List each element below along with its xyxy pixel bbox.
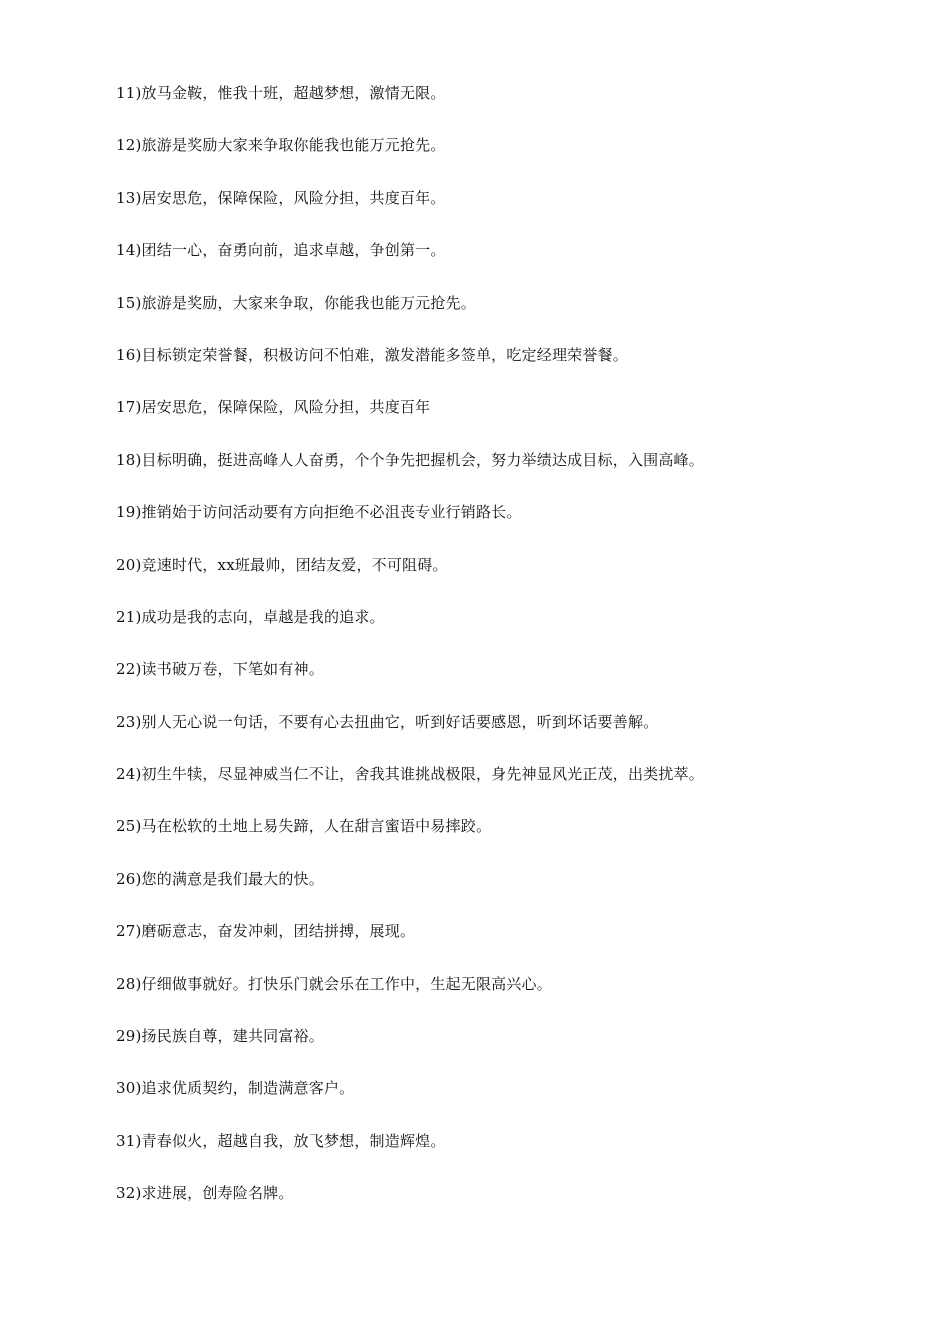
list-item: 18)目标明确，挺进高峰人人奋勇，个个争先把握机会，努力举绩达成目标，入围高峰。 (116, 450, 704, 469)
list-item: 22)读书破万卷，下笔如有神。 (116, 660, 324, 679)
list-item: 28)仔细做事就好。打快乐门就会乐在工作中，生起无限高兴心。 (116, 974, 552, 993)
list-item: 15)旅游是奖励，大家来争取，你能我也能万元抢先。 (116, 293, 476, 312)
list-item: 29)扬民族自尊，建共同富裕。 (116, 1027, 324, 1046)
list-item: 12)旅游是奖励大家来争取你能我也能万元抢先。 (116, 136, 446, 155)
list-item: 19)推销始于访问活动要有方向拒绝不必沮丧专业行销路长。 (116, 503, 522, 522)
list-item: 16)目标锁定荣誉餐，积极访问不怕难，激发潜能多签单，吃定经理荣誉餐。 (116, 345, 628, 364)
list-item: 32)求进展，创寿险名牌。 (116, 1184, 294, 1203)
list-item: 11)放马金鞍，惟我十班，超越梦想，激情无限。 (116, 84, 446, 102)
list-item: 25)马在松软的土地上易失蹄，人在甜言蜜语中易摔跤。 (116, 817, 492, 836)
list-item: 20)竞速时代，xx班最帅，团结友爱，不可阻碍。 (116, 555, 448, 574)
list-item: 30)追求优质契约，制造满意客户。 (116, 1079, 355, 1098)
slogan-list (116, 80, 916, 1233)
list-item: 21)成功是我的志向，卓越是我的追求。 (116, 607, 385, 626)
list-item: 14)团结一心，奋勇向前，追求卓越，争创第一。 (116, 241, 446, 260)
list-item: 31)青春似火，超越自我，放飞梦想，制造辉煌。 (116, 1131, 446, 1150)
list-item: 23)别人无心说一句话，不要有心去扭曲它，听到好话要感恩，听到坏话要善解。 (116, 712, 659, 731)
list-item: 26)您的满意是我们最大的快。 (116, 869, 324, 888)
list-item: 24)初生牛犊，尽显神威当仁不让，舍我其谁挑战极限，身先神显风光正茂，出类扰萃。 (116, 765, 704, 784)
list-item: 17)居安思危，保障保险，风险分担，共度百年 (116, 398, 431, 417)
list-item: 13)居安思危，保障保险，风险分担，共度百年。 (116, 188, 446, 207)
list-item: 27)磨砺意志，奋发冲刺，团结拼搏，展现。 (116, 922, 416, 941)
